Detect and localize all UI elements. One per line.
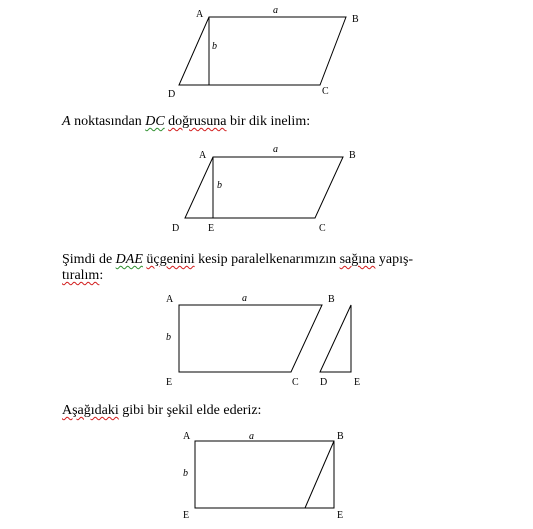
vertex-label-e-right: E [337, 510, 344, 521]
triangle-dae-outline [320, 305, 351, 372]
vertex-label-e-left: E [183, 510, 190, 521]
spellcheck-word: Aşağıdaki [62, 403, 119, 418]
vertex-label-a: A [166, 294, 174, 305]
spellcheck-word: üçgenini [146, 252, 195, 267]
parallelogram-outline [179, 17, 346, 85]
vertex-label-d: D [172, 223, 180, 234]
height-label-b: b [217, 180, 222, 191]
vertex-label-a: A [196, 9, 204, 20]
point-name: A [62, 114, 71, 129]
text-segment: yapış- [375, 252, 414, 267]
figure-2-parallelogram [172, 144, 356, 234]
vertex-label-b: B [328, 294, 335, 305]
side-label-a: a [273, 144, 278, 155]
vertex-label-a: A [199, 150, 207, 161]
vertex-label-b: B [352, 14, 359, 25]
text-segment: : [99, 268, 104, 283]
vertex-label-c: C [322, 86, 329, 97]
paragraph-3 [62, 403, 261, 419]
vertex-label-a: A [183, 431, 191, 442]
height-label-b: b [166, 332, 171, 343]
vertex-label-b: B [337, 431, 344, 442]
height-label-b: b [212, 41, 217, 52]
spellcheck-word: sağına [339, 252, 376, 267]
side-label-a: a [242, 293, 247, 304]
text-segment: bir dik inelim: [226, 114, 311, 129]
vertex-label-c: C [319, 223, 326, 234]
paragraph-2-line-1 [62, 252, 413, 268]
vertex-label-d: D [168, 89, 176, 100]
text-segment: kesip paralelkenarımızın [194, 252, 340, 267]
figure-4-rectangle [183, 431, 344, 521]
line-name: DC [145, 114, 165, 129]
rectangle-outline [195, 441, 334, 508]
side-label-a: a [273, 5, 278, 16]
spellcheck-word: tıralım [62, 268, 100, 283]
vertex-label-e: E [208, 223, 215, 234]
height-label-b: b [183, 468, 188, 479]
parallelogram-outline [185, 157, 343, 218]
triangle-name: DAE [115, 252, 143, 267]
vertex-label-d: D [320, 377, 328, 388]
text-segment: Şimdi de [62, 252, 116, 267]
figure-1-parallelogram [168, 5, 359, 100]
spellcheck-word: doğrusuna [168, 114, 227, 129]
text-segment: noktasından [70, 114, 146, 129]
paragraph-2 [62, 252, 413, 284]
vertex-label-b: B [349, 150, 356, 161]
paragraph-1 [62, 114, 310, 130]
trapezoid-outline [179, 305, 322, 372]
vertex-label-c: C [292, 377, 299, 388]
vertex-label-e-right: E [354, 377, 361, 388]
vertex-label-e-left: E [166, 377, 173, 388]
side-label-a: a [249, 431, 254, 442]
figure-3-cut [166, 293, 360, 388]
paragraph-2-line-2 [62, 268, 413, 284]
join-line [305, 441, 334, 508]
text-segment: gibi bir şekil elde ederiz: [118, 403, 262, 418]
